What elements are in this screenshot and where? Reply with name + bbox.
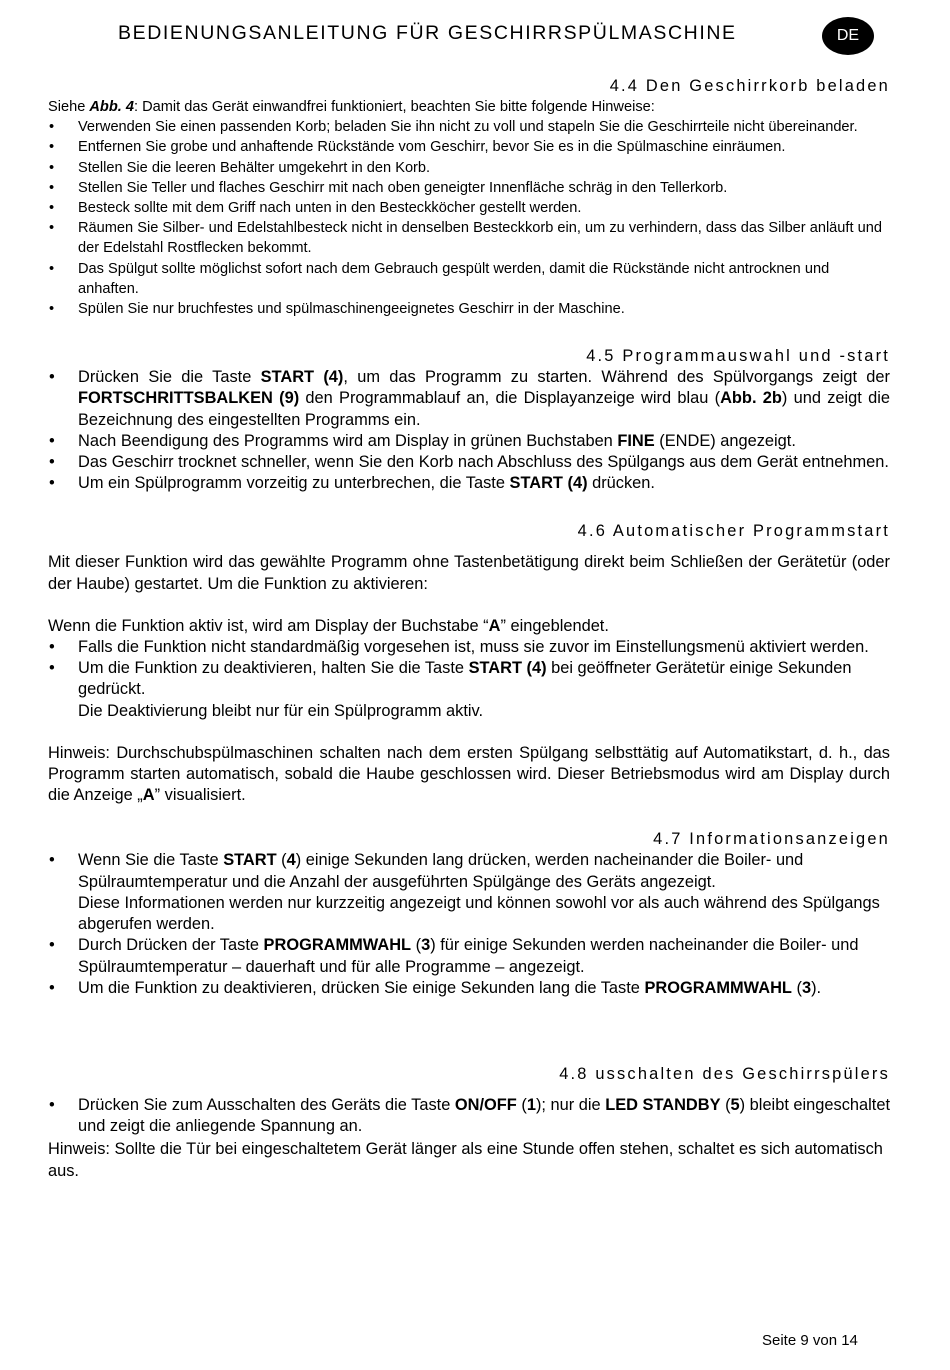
page-content xyxy=(48,75,890,1182)
paragraph: Mit dieser Funktion wird das gewählte Programm ohne Tastenbetätigung direkt beim Schließen der Gerätetür (oder der Haube) gestartet. Um die Funktion zu aktivieren: xyxy=(48,553,890,593)
list-item: • Drücken Sie zum Ausschalten des Geräts die Taste ON/OFF (1); nur die LED STANDBY (5) bleibt eingeschaltet und zeigt die anliegende Spannung an. xyxy=(49,1095,891,1136)
page-header xyxy=(0,0,950,60)
list-item: • Stellen Sie die leeren Behälter umgekehrt in den Korb. xyxy=(49,159,431,176)
list-item: • Um die Funktion zu deaktivieren, drücken Sie einige Sekunden lang die Taste PROGRAMMWAHL (3). xyxy=(49,978,822,997)
section-4-5 xyxy=(48,345,890,494)
section-title-4-6: 4.6 Automatischer Programmstart xyxy=(577,522,890,541)
section-title-4-7: 4.7 Informationsanzeigen xyxy=(653,830,890,849)
page-number: Seite 9 von 14 xyxy=(762,1332,858,1349)
list-item: • Das Spülgut sollte möglichst sofort nach dem Gebrauch gespült werden, damit die Rückstände nicht antrocknen und anhaften. xyxy=(49,260,830,297)
list-item: • Besteck sollte mit dem Griff nach unten in den Besteckköcher gestellt werden. xyxy=(49,200,582,217)
language-badge: DE xyxy=(822,17,874,55)
section-intro: Siehe Abb. 4: Damit das Gerät einwandfrei funktioniert, beachten Sie bitte folgende Hinweise: xyxy=(48,99,655,115)
list-item: • Um die Funktion zu deaktivieren, halten Sie die Taste START (4) bei geöffneter Gerätetür einige Sekunden gedrückt. Die Deaktivierung bleibt nur für ein Spülprogramm aktiv. xyxy=(49,659,852,720)
list-item: • Entfernen Sie grobe und anhaftende Rückstände vom Geschirr, bevor Sie es in die Spülmaschine einräumen. xyxy=(49,139,786,156)
note-paragraph: Hinweis: Sollte die Tür bei eingeschaltetem Gerät länger als eine Stunde offen stehen, schaltet es sich automatisch aus. xyxy=(48,1140,883,1180)
list-item: • Falls die Funktion nicht standardmäßig vorgesehen ist, muss sie zuvor im Einstellungsmenü aktiviert werden. xyxy=(49,638,869,657)
list-item: • Stellen Sie Teller und flaches Geschirr mit nach oben geneigter Innenfläche schräg in den Tellerkorb. xyxy=(49,179,728,196)
list-item: • Wenn Sie die Taste START (4) einige Sekunden lang drücken, werden nacheinander die Boiler- und Spülraumtemperatur und die Anzahl der ausgeführten Spülgänge des Geräts angezeigt. Diese Informationen werden nur kurzzeitig angezeigt und können sowohl vor als auch während des Spülgangs abgerufen werden. xyxy=(49,851,880,934)
document-title: BEDIENUNGSANLEITUNG FÜR GESCHIRRSPÜLMASCHINE xyxy=(118,22,737,44)
section-title-4-4: 4.4 Den Geschirrkorb beladen xyxy=(609,77,890,95)
section-4-8 xyxy=(48,1063,890,1182)
list-item: • Durch Drücken der Taste PROGRAMMWAHL (3) für einige Sekunden werden nacheinander die Boiler- und Spülraumtemperatur – dauerhaft und für alle Programme – angezeigt. xyxy=(49,936,859,976)
list-item: • Drücken Sie die Taste START (4), um das Programm zu starten. Während des Spülvorgangs zeigt der FORTSCHRITTSBALKEN (9) den Programmablauf an, die Displayanzeige wird blau (Abb. 2b) und zeigt die Bezeichnung des eingestellten Programms ein. xyxy=(49,368,890,429)
note-paragraph: Hinweis: Durchschubspülmaschinen schalten nach dem ersten Spülgang selbsttätig auf Automatikstart, d. h., das Programm starten automatisch, sobald die Haube geschlossen wird. Dieser Betriebsmodus wird am Display durch die Anzeige „A” visualisiert. xyxy=(48,743,890,805)
list-item: • Das Geschirr trocknet schneller, wenn Sie den Korb nach Abschluss des Spülgangs aus dem Gerät entnehmen. xyxy=(49,453,889,472)
section-4-7 xyxy=(48,828,890,998)
figure-reference: Abb. 4 xyxy=(89,99,134,115)
list-item: • Spülen Sie nur bruchfestes und spülmaschinengeeignetes Geschirr in der Maschine. xyxy=(49,301,625,318)
paragraph: Wenn die Funktion aktiv ist, wird am Display der Buchstabe “A” eingeblendet. xyxy=(48,616,609,635)
section-title-4-8: 4.8 usschalten des Geschirrspülers xyxy=(559,1064,890,1083)
list-item: • Räumen Sie Silber- und Edelstahlbesteck nicht in denselben Besteckkorb ein, um zu verhindern, dass das Silber anläuft und der Edelstahl Rostflecken bekommt. xyxy=(49,220,882,257)
section-4-4 xyxy=(48,75,890,319)
list-item: • Nach Beendigung des Programms wird am Display in grünen Buchstaben FINE (ENDE) angezeigt. xyxy=(49,431,796,450)
list-item: • Um ein Spülprogramm vorzeitig zu unterbrechen, die Taste START (4) drücken. xyxy=(49,474,655,493)
section-4-6 xyxy=(48,520,890,806)
list-item: • Verwenden Sie einen passenden Korb; beladen Sie ihn nicht zu voll und stapeln Sie die Geschirrteile nicht übereinander. xyxy=(49,119,858,136)
section-title-4-5: 4.5 Programmauswahl und -start xyxy=(586,347,890,366)
